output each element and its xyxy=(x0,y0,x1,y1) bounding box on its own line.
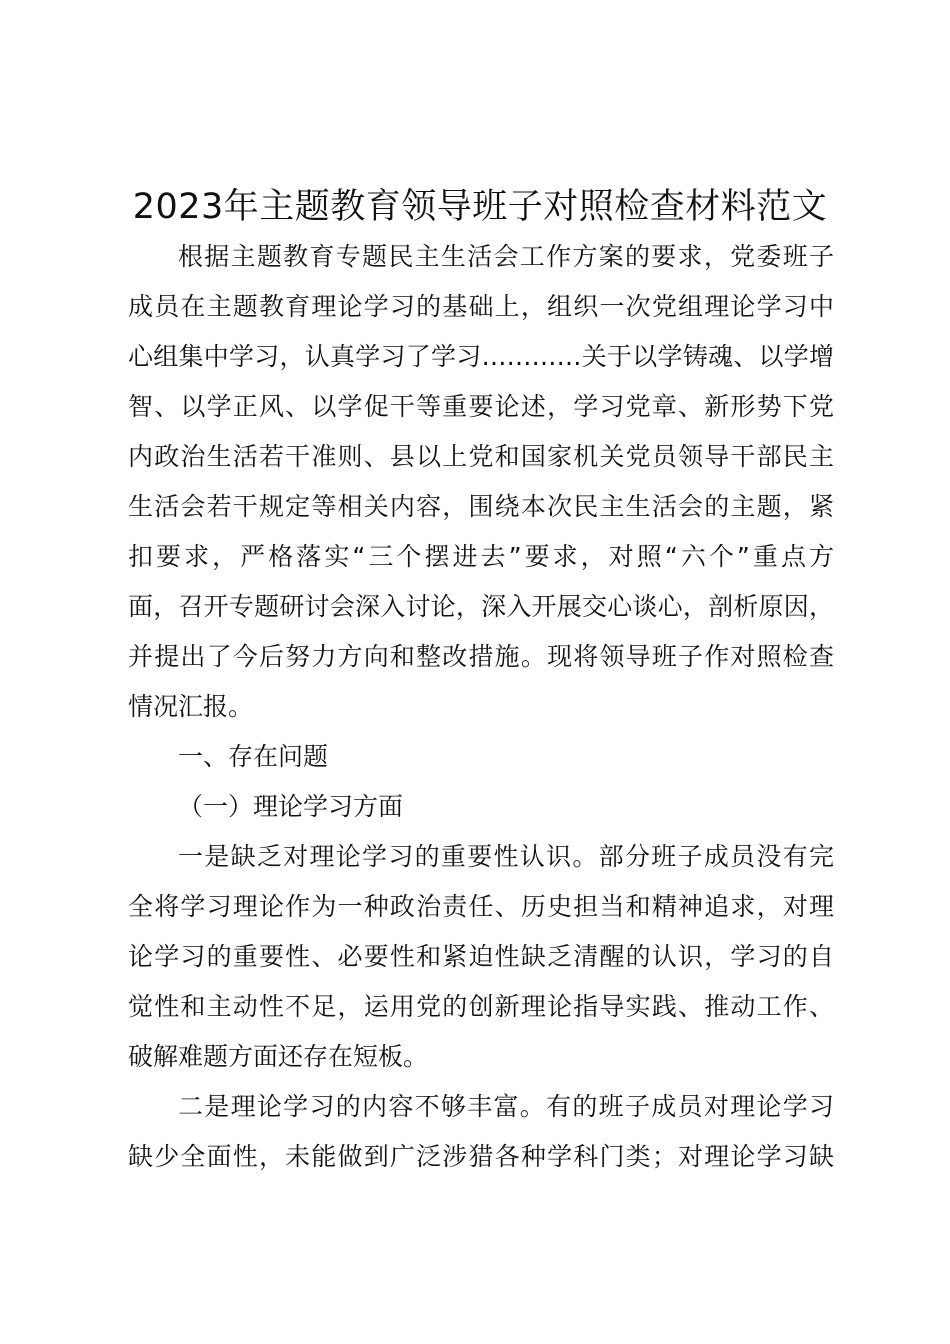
paragraph-line: 并提出了今后努力方向和整改措施。现将领导班子作对照检查 xyxy=(128,642,834,671)
paragraph-line: 面，召开专题研讨会深入讨论，深入开展交心谈心，剖析原因， xyxy=(128,592,834,621)
paragraph-line: 成员在主题教育理论学习的基础上，组织一次党组理论学习中 xyxy=(128,292,834,321)
paragraph-line: 心组集中学习，认真学习了学习…………关于以学铸魂、以学增 xyxy=(128,342,834,371)
paragraph-line: 缺少全面性，未能做到广泛涉猎各种学科门类；对理论学习缺 xyxy=(128,1142,834,1171)
paragraph-line: 觉性和主动性不足，运用党的创新理论指导实践、推动工作、 xyxy=(128,992,834,1021)
section-heading: 一、存在问题 xyxy=(178,742,329,771)
document-body xyxy=(128,232,834,1182)
paragraph-line: 破解难题方面还存在短板。 xyxy=(128,1042,429,1071)
paragraph-line: 论学习的重要性、必要性和紧迫性缺乏清醒的认识，学习的自 xyxy=(128,942,834,971)
paragraph-line: 智、以学正风、以学促干等重要论述，学习党章、新形势下党 xyxy=(128,392,834,421)
paragraph-line: 二是理论学习的内容不够丰富。有的班子成员对理论学习 xyxy=(178,1092,834,1121)
paragraph-line: 内政治生活若干准则、县以上党和国家机关党员领导干部民主 xyxy=(128,442,834,471)
paragraph-line: 根据主题教育专题民主生活会工作方案的要求，党委班子 xyxy=(178,242,834,271)
paragraph-line: 生活会若干规定等相关内容，围绕本次民主生活会的主题，紧 xyxy=(128,492,834,521)
paragraph-line: 扣要求，严格落实“三个摆进去”要求，对照“六个”重点方 xyxy=(128,542,834,571)
paragraph-line: 情况汇报。 xyxy=(128,692,254,721)
subsection-heading: （一）理论学习方面 xyxy=(178,792,404,821)
document-title: 2023年主题教育领导班子对照检查材料范文 xyxy=(132,187,828,227)
paragraph-line: 全将学习理论作为一种政治责任、历史担当和精神追求，对理 xyxy=(128,892,834,921)
paragraph-line: 一是缺乏对理论学习的重要性认识。部分班子成员没有完 xyxy=(178,842,834,871)
